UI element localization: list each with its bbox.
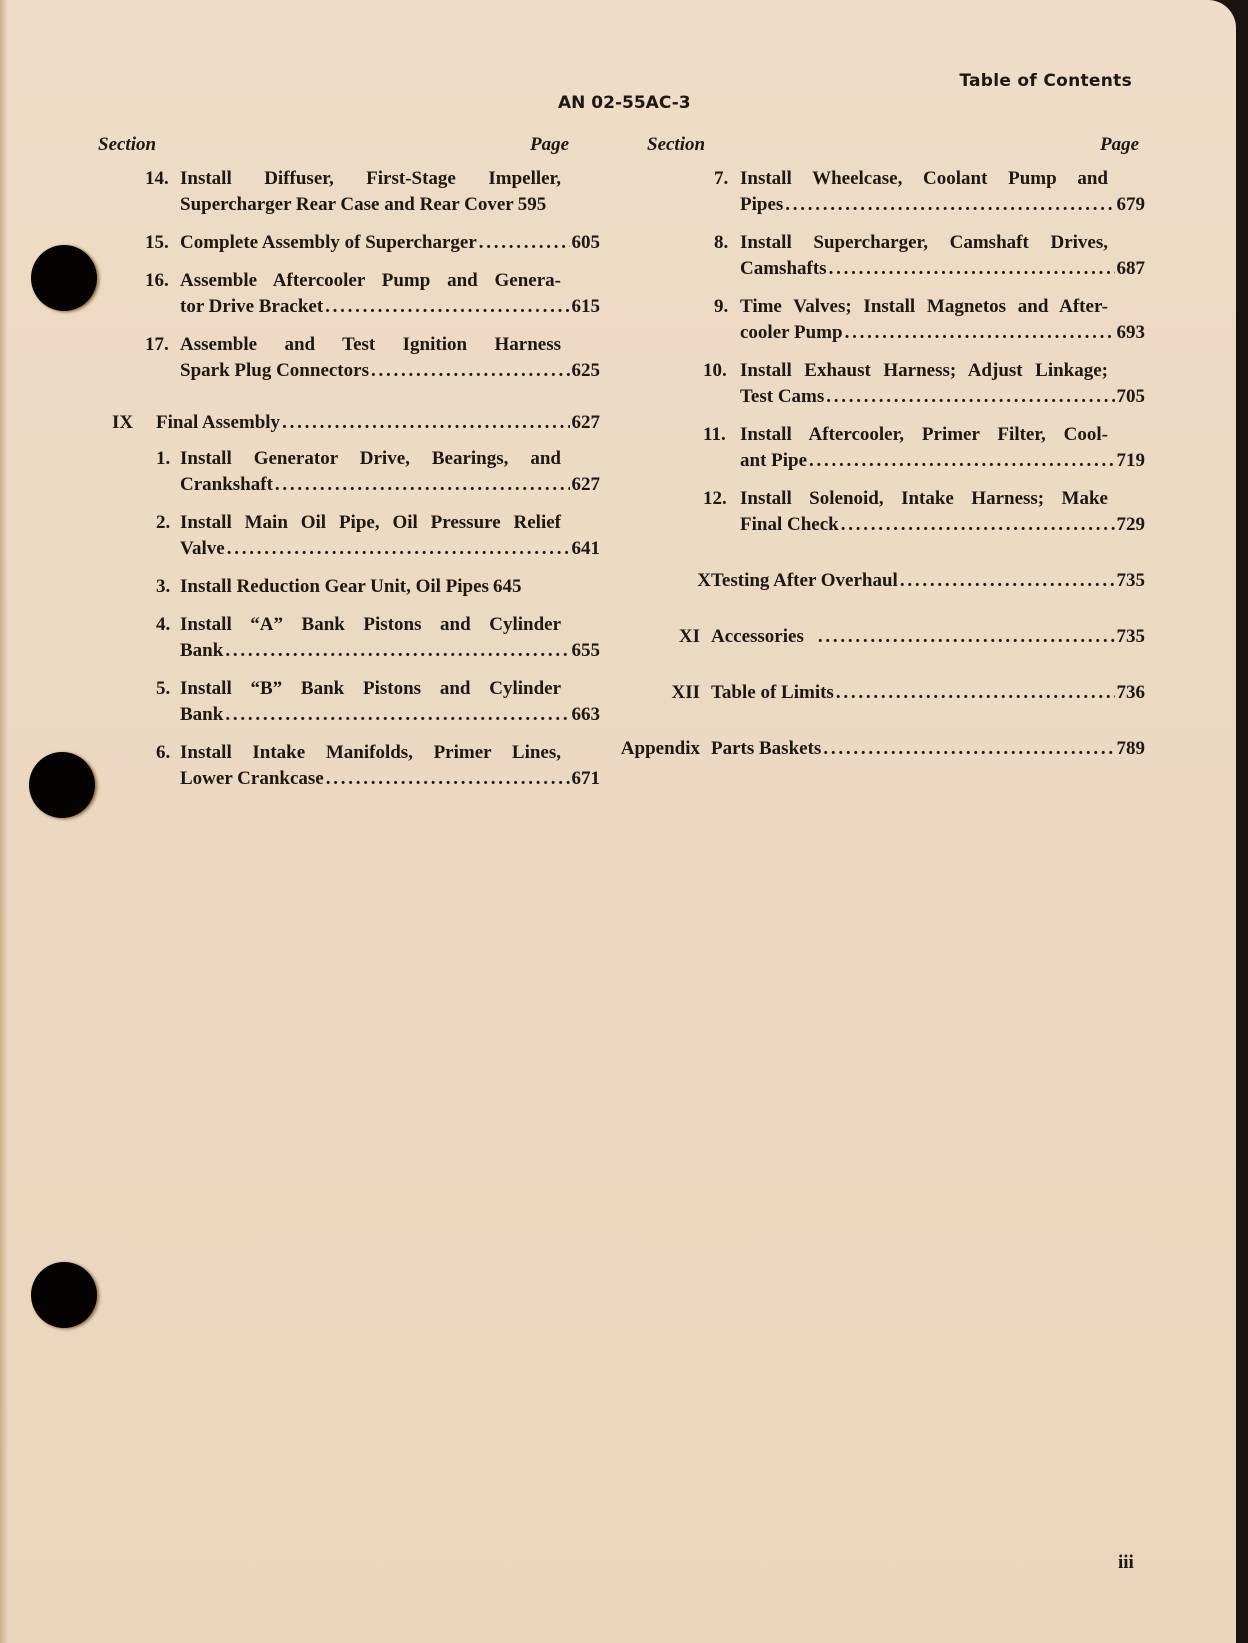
entry-title: Install Generator Drive, Bearings, and — [180, 448, 561, 469]
leader-dots — [809, 448, 1114, 474]
entry-page: 627 — [571, 474, 600, 495]
leader-dots — [326, 766, 570, 792]
section-numeral: IX — [112, 412, 134, 433]
toc-entry[interactable] — [156, 740, 600, 792]
entry-page: 655 — [571, 640, 600, 661]
entry-number: 17. — [145, 334, 169, 355]
toc-entry[interactable] — [703, 358, 1145, 410]
section-title: Testing After Overhaul — [711, 570, 898, 591]
toc-left-column — [100, 166, 600, 792]
entry-number: 3. — [156, 576, 171, 597]
leader-dots — [836, 680, 1115, 706]
document-number: AN 02-55AC-3 — [558, 93, 691, 113]
entry-title-cont: Valve — [180, 538, 225, 559]
leader-dots — [826, 384, 1114, 410]
punch-hole-top — [31, 245, 97, 311]
entry-page: 687 — [1116, 258, 1145, 279]
toc-section-ix[interactable] — [112, 410, 600, 436]
entry-title-cont: Spark Plug Connectors — [180, 360, 369, 381]
leader-dots — [829, 256, 1115, 282]
entry-title: Install Wheelcase, Coolant Pump and — [740, 168, 1108, 189]
entry-number: 9. — [714, 296, 729, 317]
toc-entry[interactable] — [156, 676, 600, 728]
toc-section-xi[interactable] — [678, 624, 1145, 650]
entry-title: Install Reduction Gear Unit, Oil Pipes — [180, 576, 489, 597]
entry-title: Assemble Aftercooler Pump and Genera- — [180, 270, 561, 291]
entry-page: 625 — [571, 360, 600, 381]
entry-title: Assemble and Test Ignition Harness — [180, 334, 561, 355]
entry-title-cont: tor Drive Bracket — [180, 296, 324, 317]
entry-page: 645 — [492, 576, 522, 597]
leader-dots — [823, 736, 1114, 762]
section-numeral: X — [697, 570, 711, 591]
entry-title: Time Valves; Install Magnetos and After- — [740, 296, 1108, 317]
entry-number: 5. — [156, 678, 171, 699]
entry-title: Install Aftercooler, Primer Filter, Cool- — [740, 424, 1108, 445]
leader-dots — [900, 568, 1115, 594]
entry-title: Install Supercharger, Camshaft Drives, — [740, 232, 1108, 253]
entry-page: 693 — [1116, 322, 1145, 343]
punch-hole-bottom — [31, 1262, 97, 1328]
entry-number: 2. — [156, 512, 171, 533]
entry-title: Install Solenoid, Intake Harness; Make — [740, 488, 1108, 509]
leader-dots — [225, 638, 569, 664]
entry-title-cont: Bank — [180, 704, 224, 725]
entry-number: 1. — [156, 448, 171, 469]
entry-title-cont: Final Check — [740, 514, 839, 535]
entry-page: 729 — [1116, 514, 1145, 535]
toc-entry[interactable] — [703, 486, 1145, 538]
entry-page: 679 — [1116, 194, 1145, 215]
entry-title-cont: Bank — [180, 640, 224, 661]
entry-page: 605 — [571, 232, 600, 253]
toc-entry[interactable] — [145, 230, 600, 256]
leader-dots — [282, 410, 569, 436]
leader-dots — [479, 230, 570, 256]
leader-dots — [845, 320, 1115, 346]
entry-title: Complete Assembly of Supercharger — [180, 232, 477, 253]
toc-entry[interactable] — [156, 446, 600, 498]
entry-page: 671 — [571, 768, 600, 789]
page-number: iii — [1118, 1552, 1134, 1573]
leader-dots — [818, 624, 1115, 650]
entry-page: 719 — [1116, 450, 1145, 471]
section-page: 735 — [1116, 570, 1145, 591]
entry-title-cont: Camshafts — [740, 258, 827, 279]
leader-dots — [325, 294, 569, 320]
entry-number: 16. — [145, 270, 169, 291]
entry-number: 15. — [145, 232, 169, 253]
section-title: Table of Limits — [711, 682, 834, 703]
toc-entry[interactable] — [145, 332, 600, 384]
leader-dots — [785, 192, 1114, 218]
toc-entry[interactable] — [156, 612, 600, 664]
entry-title-cont: Crankshaft — [180, 474, 273, 495]
toc-entry[interactable] — [145, 166, 600, 218]
entry-number: 4. — [156, 614, 171, 635]
entry-number: 8. — [714, 232, 729, 253]
entry-number: 11. — [703, 424, 726, 445]
toc-entry[interactable] — [714, 294, 1145, 346]
leader-dots — [225, 702, 569, 728]
section-page: 736 — [1116, 682, 1145, 703]
toc-entry[interactable] — [714, 166, 1145, 218]
entry-page: 663 — [571, 704, 600, 725]
punch-hole-middle — [29, 752, 95, 818]
toc-entry[interactable] — [156, 510, 600, 562]
section-title: Parts Baskets — [711, 738, 822, 759]
entry-title: Install Diffuser, First-Stage Impeller, — [180, 168, 561, 189]
section-numeral: XII — [671, 682, 700, 703]
entry-number: 6. — [156, 742, 171, 763]
section-title: Final Assembly — [156, 412, 281, 433]
left-page-heading: Page — [530, 134, 570, 155]
toc-right-column — [620, 166, 1145, 762]
toc-entry[interactable] — [714, 230, 1145, 282]
entry-number: 7. — [714, 168, 729, 189]
entry-page: 595 — [517, 194, 547, 215]
entry-title: Install “B” Bank Pistons and Cylinder — [180, 678, 561, 699]
leader-dots — [227, 536, 570, 562]
section-page: 735 — [1116, 626, 1145, 647]
toc-entry[interactable] — [703, 422, 1145, 474]
right-page-heading: Page — [1100, 134, 1140, 155]
toc-section-x[interactable] — [697, 568, 1145, 594]
toc-section-xii[interactable] — [671, 680, 1145, 706]
entry-title: Install Main Oil Pipe, Oil Pressure Relief — [180, 512, 561, 533]
entry-title-cont: Supercharger Rear Case and Rear Cover — [180, 194, 514, 215]
toc-appendix[interactable] — [620, 736, 1145, 762]
right-section-heading: Section — [647, 134, 706, 155]
leader-dots — [371, 358, 570, 384]
toc-entry[interactable] — [156, 574, 600, 600]
left-section-heading: Section — [98, 134, 157, 155]
section-numeral: Appendix — [620, 738, 700, 759]
entry-title: Install “A” Bank Pistons and Cylinder — [180, 614, 561, 635]
leader-dots — [275, 472, 570, 498]
entry-title-cont: Test Cams — [740, 386, 825, 407]
entry-page: 615 — [571, 296, 600, 317]
section-page: 627 — [571, 412, 600, 433]
entry-page: 641 — [571, 538, 600, 559]
section-numeral: XI — [678, 626, 700, 647]
leader-dots — [841, 512, 1115, 538]
entry-number: 14. — [145, 168, 169, 189]
entry-number: 10. — [703, 360, 727, 381]
running-header-title: Table of Contents — [959, 71, 1132, 91]
entry-title: Install Intake Manifolds, Primer Lines, — [180, 742, 561, 763]
section-page: 789 — [1116, 738, 1145, 759]
entry-title-cont: cooler Pump — [740, 322, 843, 343]
entry-number: 12. — [703, 488, 727, 509]
entry-title-cont: Pipes — [740, 194, 784, 215]
entry-title-cont: ant Pipe — [740, 450, 808, 471]
toc-entry[interactable] — [145, 268, 600, 320]
entry-page: 705 — [1116, 386, 1145, 407]
entry-title-cont: Lower Crankcase — [180, 768, 324, 789]
section-title: Accessories — [711, 626, 804, 647]
entry-title: Install Exhaust Harness; Adjust Linkage; — [740, 360, 1108, 381]
